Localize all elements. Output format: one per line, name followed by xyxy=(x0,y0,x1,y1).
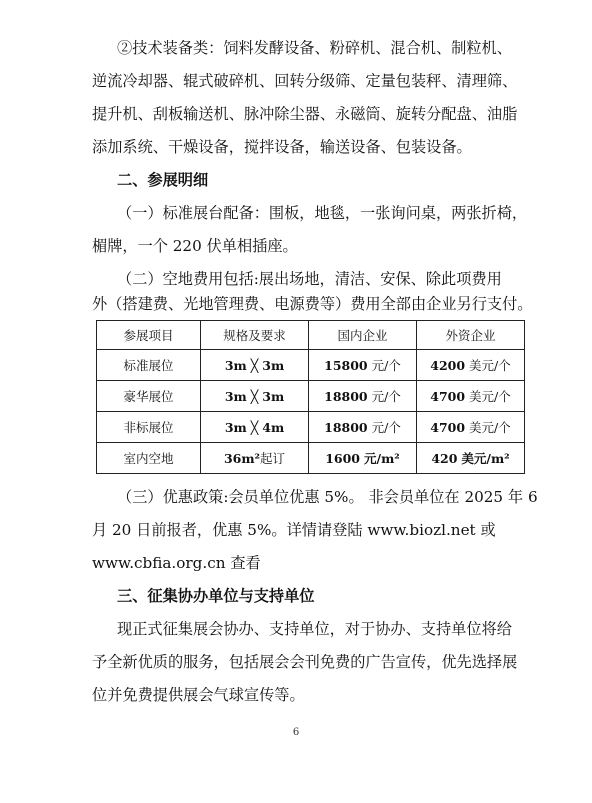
row-foreign-price: 4700 美元/个 xyxy=(417,381,525,412)
equipment-line-3: 提升机、刮板输送机、脉冲除尘器、永磁筒、旋转分配盘、油脂 xyxy=(92,105,518,123)
row-spec: 36m²起订 xyxy=(201,443,309,474)
page-number: 6 xyxy=(292,727,300,738)
row-spec: 3m ╳ 4m xyxy=(201,412,309,443)
row-spec: 3m ╳ 3m xyxy=(201,350,309,381)
row-foreign-price: 4700 美元/个 xyxy=(417,412,525,443)
standard-booth-line-2: 楣牌，一个 220 伏单相插座。 xyxy=(92,237,298,255)
header-foreign: 外资企业 xyxy=(417,321,525,350)
row-domestic-price: 15800 元/个 xyxy=(309,350,417,381)
table-header-row xyxy=(97,321,525,350)
row-item: 室内空地 xyxy=(97,443,201,474)
header-domestic: 国内企业 xyxy=(309,321,417,350)
space-fee-line-2: 外（搭建费、光地管理费、电源费等）费用全部由企业另行支付。 xyxy=(92,295,533,313)
row-foreign-price: 420 美元/m² xyxy=(417,443,525,474)
row-item: 非标展位 xyxy=(97,412,201,443)
row-spec: 3m ╳ 3m xyxy=(201,381,309,412)
section3-line-1: 现正式征集展会协办、支持单位，对于协办、支持单位将给 xyxy=(117,620,512,638)
table-row xyxy=(97,350,525,381)
row-domestic-price: 1600 元/m² xyxy=(309,443,417,474)
fee-table xyxy=(96,320,525,474)
row-domestic-price: 18800 元/个 xyxy=(309,412,417,443)
policy-line-2: 月 20 日前报者，优惠 5%。详情请登陆 www.biozl.net 或 xyxy=(92,521,496,539)
row-domestic-price: 18800 元/个 xyxy=(309,381,417,412)
row-item: 标准展位 xyxy=(97,350,201,381)
row-item: 豪华展位 xyxy=(97,381,201,412)
policy-line-3: www.cbfia.org.cn 查看 xyxy=(92,554,261,572)
header-spec: 规格及要求 xyxy=(201,321,309,350)
header-item: 参展项目 xyxy=(97,321,201,350)
section3-line-3: 位并免费提供展会气球宣传等。 xyxy=(92,686,305,704)
equipment-line-2: 逆流冷却器、辊式破碎机、回转分级筛、定量包装秤、清理筛、 xyxy=(92,72,518,90)
row-foreign-price: 4200 美元/个 xyxy=(417,350,525,381)
table-row xyxy=(97,381,525,412)
standard-booth-line-1: （一）标准展台配备：围板，地毯，一张询问桌，两张折椅， xyxy=(117,204,528,222)
table-row xyxy=(97,412,525,443)
section3-line-2: 予全新优质的服务，包括展会会刊免费的广告宣传，优先选择展 xyxy=(92,653,518,671)
space-fee-line-1: （二）空地费用包括:展出场地，清洁、安保、除此项费用 xyxy=(117,270,502,288)
equipment-line-1: ②技术装备类：饲料发酵设备、粉碎机、混合机、制粒机、 xyxy=(117,39,512,57)
equipment-line-4: 添加系统、干燥设备，搅拌设备，输送设备、包装设备。 xyxy=(92,138,472,156)
table-row xyxy=(97,443,525,474)
policy-line-1: （三）优惠政策:会员单位优惠 5%。 非会员单位在 2025 年 6 xyxy=(117,488,538,506)
section-heading-2: 二、参展明细 xyxy=(117,171,209,189)
section-heading-3: 三、征集协办单位与支持单位 xyxy=(117,587,315,605)
